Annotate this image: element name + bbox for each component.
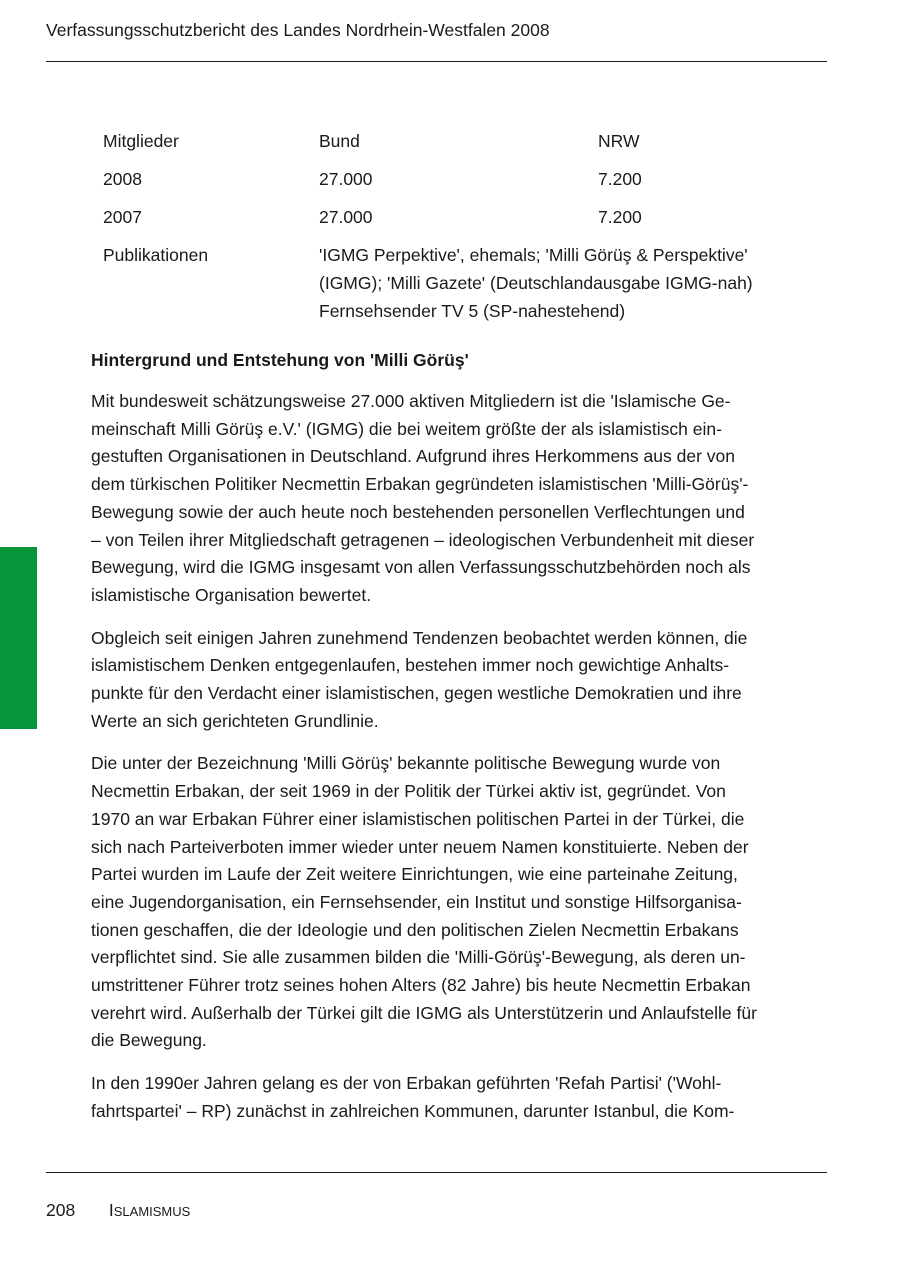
publications-list xyxy=(319,241,827,325)
text-line: verehrt wird. Außerhalb der Türkei gilt die IGMG als Unterstützerin und Anlaufstelle für xyxy=(91,1002,757,1023)
text-line: sich nach Parteiverboten immer wieder unter neuem Namen konstituierte. Neben der xyxy=(91,836,749,857)
section-name xyxy=(109,1200,190,1220)
paragraph xyxy=(91,1070,827,1125)
text-line: Werte an sich gerichteten Grundlinie. xyxy=(91,710,379,731)
paragraph xyxy=(91,625,827,736)
text-line: Bewegung sowie der auch heute noch bestehenden personellen Verflechtungen und xyxy=(91,501,745,522)
text-line: meinschaft Milli Görüş e.V.' (IGMG) die bei weitem größte der als islamistisch ein- xyxy=(91,418,722,439)
facts-row xyxy=(103,127,827,165)
text-line: dem türkischen Politiker Necmettin Erbakan gegründeten islamistischen 'Milli-Görüş'- xyxy=(91,474,749,495)
footer-rule xyxy=(46,1172,827,1173)
publications-label: Publikationen xyxy=(103,245,209,265)
publication-line: Fernsehsender TV 5 (SP-nahestehend) xyxy=(319,301,626,321)
running-header: Verfassungsschutzbericht des Landes Nordrhein-Westfalen 2008 xyxy=(46,20,550,40)
text-line: 1970 an war Erbakan Führer einer islamistischen politischen Partei in der Türkei, die xyxy=(91,808,745,829)
facts-row-publications xyxy=(103,241,827,325)
text-line: verpflichtet sind. Sie alle zusammen bilden die 'Milli-Görüş'-Bewegung, als deren un- xyxy=(91,947,746,968)
facts-label: Mitglieder xyxy=(103,131,179,151)
facts-bund: Bund xyxy=(319,131,360,151)
text-line: eine Jugendorganisation, ein Fernsehsender, ein Institut und sonstige Hilfsorganisa- xyxy=(91,891,742,912)
text-line: umstrittener Führer trotz seines hohen Alters (82 Jahre) bis heute Necmettin Erbakan xyxy=(91,975,751,996)
section-name-initial: I xyxy=(108,1200,114,1220)
text-line: Obgleich seit einigen Jahren zunehmend Tendenzen beobachtet werden können, die xyxy=(91,627,748,648)
page-number: 208 xyxy=(46,1200,76,1220)
header-rule xyxy=(46,61,827,62)
text-line: islamistischem Denken entgegenlaufen, bestehen immer noch gewichtige Anhalts- xyxy=(91,655,730,676)
text-line: Partei wurden im Laufe der Zeit weitere Einrichtungen, wie eine parteinahe Zeitung, xyxy=(91,864,738,885)
text-line: islamistische Organisation bewertet. xyxy=(91,584,372,605)
main-text xyxy=(91,346,827,1141)
text-line: gestuften Organisationen in Deutschland. Aufgrund ihres Herkommens aus der von xyxy=(91,446,735,467)
section-name-rest: SLAMISMUS xyxy=(113,1204,191,1219)
facts-label: 2008 xyxy=(103,169,142,189)
text-line: Necmettin Erbakan, der seit 1969 in der Politik der Türkei aktiv ist, gegründet. Von xyxy=(91,781,726,802)
text-line: die Bewegung. xyxy=(91,1030,207,1051)
text-line: Die unter der Bezeichnung 'Milli Görüş' bekannte politische Bewegung wurde von xyxy=(91,753,721,774)
facts-nrw: NRW xyxy=(598,131,640,151)
text-line: Mit bundesweit schätzungsweise 27.000 aktiven Mitgliedern ist die 'Islamische Ge- xyxy=(91,391,731,411)
text-line: punkte für den Verdacht einer islamistischen, gegen westliche Demokratien und ihre xyxy=(91,683,742,704)
facts-label: 2007 xyxy=(103,207,142,227)
paragraph xyxy=(91,750,827,1055)
facts-bund: 27.000 xyxy=(319,207,373,227)
publication-line: (IGMG); 'Milli Gazete' (Deutschlandausgabe IGMG-nah) xyxy=(319,273,753,293)
section-heading: Hintergrund und Entstehung von 'Milli Görüş' xyxy=(91,350,469,370)
facts-nrw: 7.200 xyxy=(598,207,642,227)
page-footer xyxy=(46,1198,190,1224)
text-line: – von Teilen ihrer Mitgliedschaft getragenen – ideologischen Verbundenheit mit dieser xyxy=(91,529,755,550)
facts-table xyxy=(103,127,827,325)
chapter-side-tab xyxy=(0,547,37,729)
text-line: fahrtspartei' – RP) zunächst in zahlreichen Kommunen, darunter Istanbul, die Kom- xyxy=(91,1100,735,1121)
text-line: tionen geschaffen, die der Ideologie und den politischen Zielen Necmettin Erbakans xyxy=(91,919,739,940)
paragraph xyxy=(91,388,827,610)
text-line: Bewegung, wird die IGMG insgesamt von allen Verfassungsschutzbehörden noch als xyxy=(91,557,751,578)
text-line: In den 1990er Jahren gelang es der von Erbakan geführten 'Refah Partisi' ('Wohl- xyxy=(91,1073,722,1094)
publication-line: 'IGMG Perpektive', ehemals; 'Milli Görüş & Perspektive' xyxy=(319,245,748,265)
facts-row xyxy=(103,203,827,241)
facts-bund: 27.000 xyxy=(319,169,373,189)
facts-nrw: 7.200 xyxy=(598,169,642,189)
facts-row xyxy=(103,165,827,203)
